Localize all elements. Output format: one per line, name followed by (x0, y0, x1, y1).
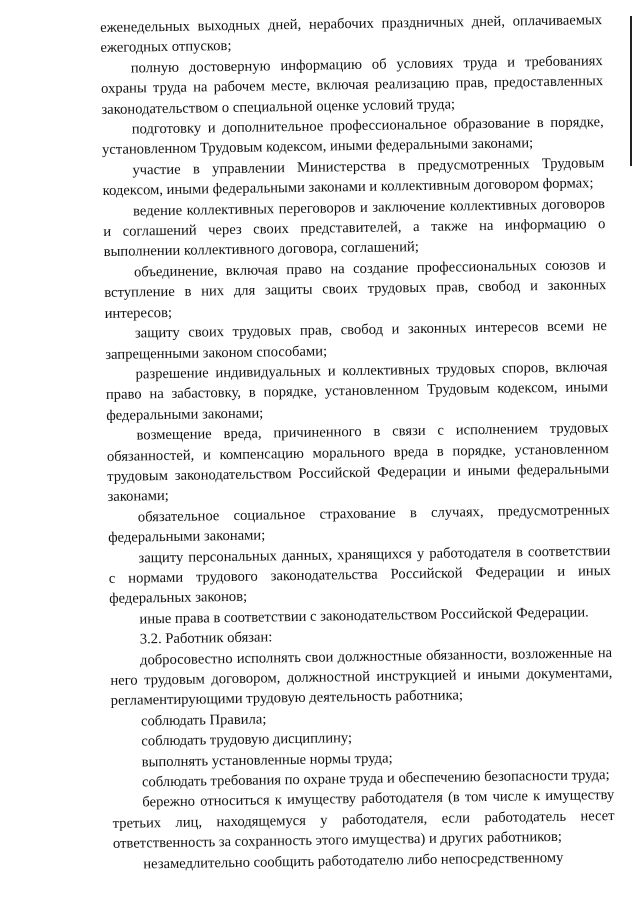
paragraph: разрешение индивидуальных и коллективных трудовых споров, включая право на забастовку, в порядке, установленном Трудовым кодексом, иными федеральными законами; (105, 358, 608, 424)
paragraph: объединение, включая право на создание профессиональных союзов и вступление в них для защиты своих трудовых прав, свобод и законных интересов; (104, 256, 607, 322)
paragraph: возмещение вреда, причиненного в связи с исполнением трудовых обязанностей, и компенсацию морального вреда в порядке, установленном трудовым законодательством Российской Федерации и иными федеральными законами; (106, 420, 610, 506)
paragraph: полную достоверную информацию об условиях труда и требованиях охраны труда на рабочем месте, включая реализацию прав, предоставленных законодательством о специальной оценке условий труда; (100, 52, 604, 118)
paragraph: соблюдать требования по охране труда и обеспечению безопасности труда; (141, 767, 610, 791)
paragraph: выполнять установленные нормы труда; (141, 750, 393, 771)
paragraph: добросовестно исполнять свои должностные обязанности, возложенные на него трудовым договором, должностной инструкцией и иными документами, регламентирующими трудовую деятельность работника; (110, 644, 613, 710)
paragraph: 3.2. Работник обязан: (139, 629, 273, 648)
paragraph: обязательное социальное страхование в случаях, предусмотренных федеральными законами; (108, 501, 610, 547)
paragraph: защиту персональных данных, хранящихся у работодателя в соответствии с нормами трудового законодательства Российской Федерации и иных федеральных законов; (108, 542, 611, 608)
paragraph: еженедельных выходных дней, нерабочих праздничных дней, оплачиваемых ежегодных отпусков; (100, 12, 603, 57)
paragraph: ведение коллективных переговоров и заключение коллективных договоров и соглашений через своих представителей, а также на информацию о выполнении коллективного договора, соглашений; (103, 195, 606, 261)
document-page (100, 10, 615, 875)
scan-edge-mark (630, 16, 632, 166)
paragraph: защиту своих трудовых прав, свобод и законных интересов всеми не запрещенными законом способами; (105, 318, 608, 363)
paragraph: участие в управлении Министерства в предусмотренных Трудовым кодексом, иными федеральными законами и коллективным договором формах; (102, 154, 605, 200)
paragraph: соблюдать Правила; (140, 711, 267, 730)
paragraph: бережно относиться к имуществу работодателя (в том числе к имуществу третьих лиц, находящемуся у работодателя, если работодатель несет ответственность за сохранность этого имущества) и других работников; (112, 787, 615, 853)
paragraph: подготовку и дополнительное профессиональное образование в порядке, установленном Трудовым кодексом, иными федеральными законами; (101, 114, 604, 159)
paragraph: незамедлительно сообщить работодателю либо непосредственному (143, 849, 564, 873)
paragraph: соблюдать трудовую дисциплину; (141, 730, 353, 750)
paragraph: иные права в соответствии с законодательством Российской Федерации. (139, 604, 589, 628)
